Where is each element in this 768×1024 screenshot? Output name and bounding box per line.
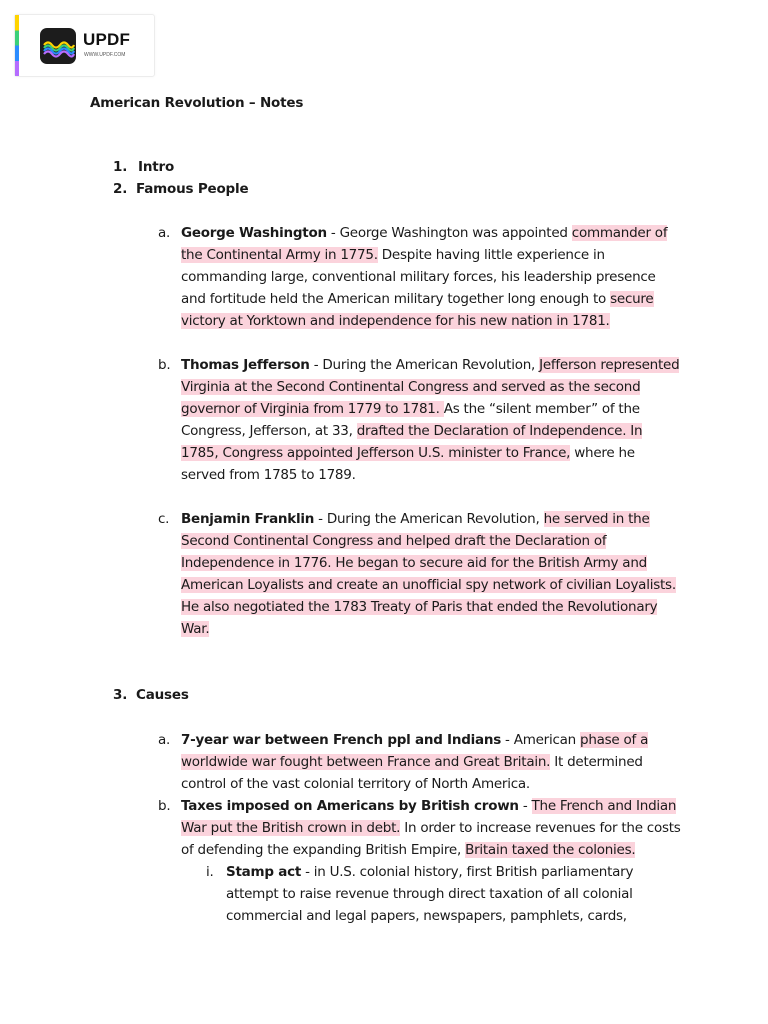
list-marker: c. [158, 511, 170, 527]
entry-text [181, 729, 683, 795]
entry-text [181, 508, 683, 640]
entry-text [181, 222, 683, 332]
body-text: - During the American Revolution, [309, 357, 540, 373]
body-text: In order to increase revenues for the costs of defending the expanding British Empire, [181, 820, 681, 858]
body-text: Despite having little experience in commanding large, conventional military forces, his leadership presence and fortitude held the American military together long enough to [181, 247, 656, 307]
brand-url: WWW.UPDF.COM [84, 52, 126, 58]
section-label: Causes [136, 687, 189, 703]
cause-taxes [158, 795, 683, 861]
updf-logo [14, 14, 155, 77]
document-title: American Revolution – Notes [90, 95, 304, 111]
body-text: - George Washington was appointed [326, 225, 572, 241]
list-marker: i. [206, 864, 214, 880]
entry-text [181, 354, 683, 486]
subcause-stamp-act [206, 861, 666, 927]
entry-name: Benjamin Franklin [181, 511, 315, 527]
cause-seven-year-war [158, 729, 683, 795]
brand-name: UPDF [83, 30, 131, 49]
highlighted-text: secure victory at Yorktown and independence for his new nation in 1781. [181, 291, 654, 329]
updf-logo-icon [40, 28, 76, 64]
entry-name: 7-year war between French ppl and Indians [181, 732, 501, 748]
highlighted-text: The French and Indian War put the British crown in debt. [181, 798, 677, 836]
section-label: Famous People [136, 181, 249, 197]
entry-text [226, 861, 666, 927]
section-heading-famous-people [113, 178, 248, 200]
list-marker: a. [158, 225, 171, 241]
highlighted-text: phase of a worldwide war fought between France and Great Britain. [181, 732, 649, 770]
section-number: 3. [113, 687, 128, 703]
section-number: 1. [113, 159, 128, 175]
highlighted-text: drafted the Declaration of Independence. In 1785, Congress appointed Jefferson U.S. minister to France, [181, 423, 643, 461]
body-text: - American [501, 732, 580, 748]
entry-name: George Washington [181, 225, 327, 241]
entry-text [181, 795, 683, 861]
entry-name: Taxes imposed on Americans by British crown [181, 798, 519, 814]
entry-name: Stamp act [226, 864, 302, 880]
highlighted-text: he served in the Second Continental Congress and helped draft the Declaration of Independence in 1776. He began to secure aid for the British Army and American Loyalists and create an unofficial spy network of civilian Loyalists. He also negotiated the 1783 Treaty of Paris that ended the Revolutionary War. [181, 511, 676, 637]
highlighted-text: commander of the Continental Army in 1775. [181, 225, 668, 263]
body-text: - [518, 798, 532, 814]
body-text: It determined control of the vast colonial territory of North America. [181, 754, 643, 792]
person-benjamin-franklin [158, 508, 683, 640]
section-label: Intro [138, 159, 175, 175]
body-text: As the “silent member” of the Congress, Jefferson, at 33, [181, 401, 640, 439]
person-george-washington [158, 222, 683, 332]
list-marker: b. [158, 357, 171, 373]
section-heading-causes [113, 684, 189, 706]
body-text: - in U.S. colonial history, first British parliamentary attempt to raise revenue through direct taxation of all colonial commercial and legal papers, newspapers, pamphlets, cards, [226, 864, 634, 924]
section-heading-intro [113, 156, 174, 178]
section-number: 2. [113, 181, 128, 197]
highlighted-text: Jefferson represented Virginia at the Second Continental Congress and served as the second governor of Virginia from 1779 to 1781. [181, 357, 680, 417]
body-text: - During the American Revolution, [314, 511, 544, 527]
list-marker: a. [158, 732, 171, 748]
list-marker: b. [158, 798, 171, 814]
logo-color-bar [15, 15, 19, 76]
person-thomas-jefferson [158, 354, 683, 486]
highlighted-text: Britain taxed the colonies. [465, 842, 636, 858]
body-text: where he served from 1785 to 1789. [181, 445, 635, 483]
entry-name: Thomas Jefferson [181, 357, 310, 373]
